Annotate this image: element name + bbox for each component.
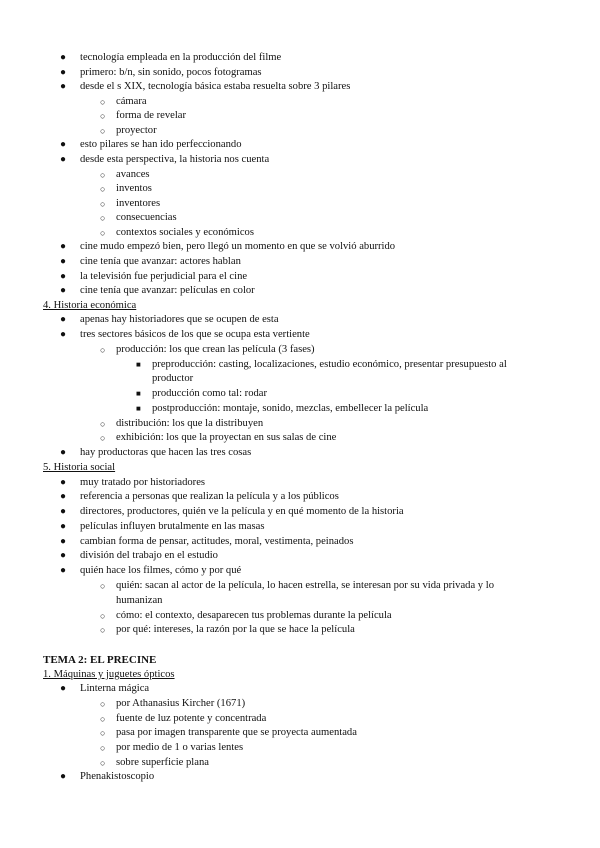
list-item-text: división del trabajo en el estudio <box>80 550 218 561</box>
bullet-icon: ● <box>60 52 67 63</box>
list-item-text: esto pilares se han ido perfeccionando <box>80 139 242 150</box>
list-item-text: exhibición: los que la proyectan en sus salas de cine <box>116 432 337 443</box>
list-item-text: forma de revelar <box>116 110 186 121</box>
bullet-icon: ● <box>60 81 67 92</box>
list-item-text: Phenakistoscopio <box>80 771 155 782</box>
list-item-text: cámara <box>116 96 147 107</box>
circle-bullet-icon: ○ <box>100 228 106 238</box>
list-item-text: desde el s XIX, tecnología básica estaba resuelta sobre 3 pilares <box>80 81 351 92</box>
circle-bullet-icon: ○ <box>100 126 106 136</box>
list-item-text: inventos <box>116 183 152 194</box>
bullet-icon: ● <box>60 447 67 458</box>
bullet-icon: ● <box>60 771 67 782</box>
section-heading-text: 4. Historia económica <box>43 300 137 311</box>
circle-bullet-icon: ○ <box>100 170 106 180</box>
circle-bullet-icon: ○ <box>100 625 106 635</box>
circle-bullet-icon: ○ <box>100 419 106 429</box>
list-item-text: cambian forma de pensar, actitudes, moral, vestimenta, peinados <box>80 536 354 547</box>
circle-bullet-icon: ○ <box>100 199 106 209</box>
circle-bullet-icon: ○ <box>100 184 106 194</box>
list-item-text: fuente de luz potente y concentrada <box>116 713 267 724</box>
section-heading-text: 1. Máquinas y juguetes ópticos <box>43 669 175 680</box>
circle-bullet-icon: ○ <box>100 714 106 724</box>
list-item-text: sobre superficie plana <box>116 757 209 768</box>
list-item-text: por medio de 1 o varias lentes <box>116 742 244 753</box>
list-item-text: por qué: intereses, la razón por la que se hace la película <box>116 624 355 635</box>
square-bullet-icon: ■ <box>136 404 141 413</box>
bullet-icon: ● <box>60 271 67 282</box>
list-item-text: cómo: el contexto, desaparecen tus problemas durante la película <box>116 610 392 621</box>
bullet-icon: ● <box>60 683 67 694</box>
circle-bullet-icon: ○ <box>100 699 106 709</box>
bullet-icon: ● <box>60 329 67 340</box>
chapter-title-text: TEMA 2: EL PRECINE <box>43 654 157 666</box>
list-item-text: referencia a personas que realizan la película y a los públicos <box>80 491 339 502</box>
bullet-icon: ● <box>60 506 67 517</box>
list-item-text: preproducción: casting, localizaciones, estudio económico, presentar presupuesto al <box>152 359 507 370</box>
list-item-text: producción como tal: rodar <box>152 388 268 399</box>
list-item-text: pasa por imagen transparente que se proyecta aumentada <box>116 727 357 738</box>
circle-bullet-icon: ○ <box>100 433 106 443</box>
list-item-text: hay productoras que hacen las tres cosas <box>80 447 252 458</box>
bullet-icon: ● <box>60 491 67 502</box>
list-item-text: productor <box>152 373 194 384</box>
list-item-text: desde esta perspectiva, la historia nos cuenta <box>80 154 270 165</box>
list-item-text: primero: b/n, sin sonido, pocos fotogramas <box>80 67 262 78</box>
circle-bullet-icon: ○ <box>100 345 106 355</box>
list-item-text: tres sectores básicos de los que se ocupa esta vertiente <box>80 329 310 340</box>
bullet-icon: ● <box>60 550 67 561</box>
section-heading-text: 5. Historia social <box>43 462 116 473</box>
square-bullet-icon: ■ <box>136 360 141 369</box>
list-item-text: contextos sociales y económicos <box>116 227 254 238</box>
circle-bullet-icon: ○ <box>100 728 106 738</box>
list-item-text: películas influyen brutalmente en las masas <box>80 521 265 532</box>
bullet-icon: ● <box>60 154 67 165</box>
list-item-text: avances <box>116 169 150 180</box>
list-item-text: consecuencias <box>116 212 177 223</box>
list-item-text: tecnología empleada en la producción del filme <box>80 52 282 63</box>
list-item-text: Linterna mágica <box>80 683 150 694</box>
bullet-icon: ● <box>60 256 67 267</box>
list-item-text: cine mudo empezó bien, pero llegó un momento en que se volvió aburrido <box>80 241 396 252</box>
list-item-text: quién hace los filmes, cómo y por qué <box>80 565 242 576</box>
circle-bullet-icon: ○ <box>100 111 106 121</box>
bullet-icon: ● <box>60 521 67 532</box>
bullet-icon: ● <box>60 565 67 576</box>
list-item-text: producción: los que crean las película (3 fases) <box>116 344 315 355</box>
list-item-text: proyector <box>116 125 157 136</box>
square-bullet-icon: ■ <box>136 389 141 398</box>
list-item-text: distribución: los que la distribuyen <box>116 418 264 429</box>
bullet-icon: ● <box>60 536 67 547</box>
list-item-text: la televisión fue perjudicial para el cine <box>80 271 248 282</box>
list-item-text: directores, productores, quién ve la película y en qué momento de la historia <box>80 506 404 517</box>
circle-bullet-icon: ○ <box>100 97 106 107</box>
circle-bullet-icon: ○ <box>100 758 106 768</box>
bullet-icon: ● <box>60 67 67 78</box>
circle-bullet-icon: ○ <box>100 743 106 753</box>
circle-bullet-icon: ○ <box>100 213 106 223</box>
list-item-text: apenas hay historiadores que se ocupen de esta <box>80 314 279 325</box>
list-item-text: quién: sacan al actor de la película, lo hacen estrella, se interesan por su vida privada y lo <box>116 580 494 591</box>
list-item-text: cine tenía que avanzar: actores hablan <box>80 256 241 267</box>
list-item-text: postproducción: montaje, sonido, mezclas, embellecer la película <box>152 403 429 414</box>
list-item-text: muy tratado por historiadores <box>80 477 206 488</box>
bullet-icon: ● <box>60 241 67 252</box>
bullet-icon: ● <box>60 285 67 296</box>
circle-bullet-icon: ○ <box>100 611 106 621</box>
list-item-text: cine tenía que avanzar: películas en color <box>80 285 255 296</box>
list-item-text: inventores <box>116 198 161 209</box>
list-item-text: humanizan <box>116 595 163 606</box>
circle-bullet-icon: ○ <box>100 581 106 591</box>
bullet-icon: ● <box>60 139 67 150</box>
bullet-icon: ● <box>60 314 67 325</box>
list-item-text: por Athanasius Kircher (1671) <box>116 698 246 709</box>
bullet-icon: ● <box>60 477 67 488</box>
